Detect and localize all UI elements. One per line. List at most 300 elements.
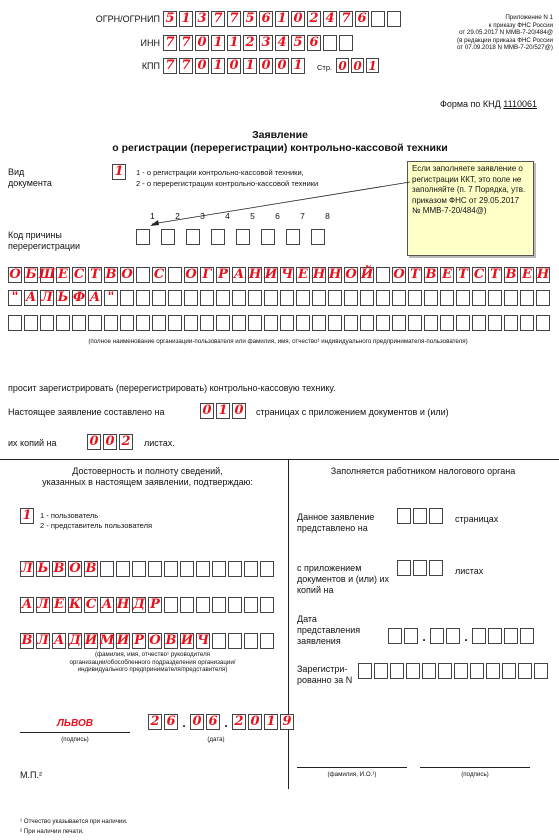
- org-name-cell[interactable]: Е: [440, 267, 454, 283]
- inn-cell[interactable]: 2: [243, 35, 257, 51]
- copies-count-cell[interactable]: 0: [103, 434, 117, 450]
- day-cell[interactable]: 2: [148, 714, 162, 730]
- org-name-cell[interactable]: А: [89, 290, 101, 305]
- day-cell[interactable]: [404, 628, 418, 644]
- ogrn-cell[interactable]: 3: [195, 11, 209, 27]
- inn-cell[interactable]: 0: [195, 35, 209, 51]
- inn-cell[interactable]: 4: [275, 35, 289, 51]
- reason-numbers: [140, 211, 340, 221]
- registered-number-cell[interactable]: [486, 663, 500, 679]
- org-name-cell[interactable]: [232, 315, 246, 331]
- copies-prefix: их копий на: [8, 438, 57, 448]
- org-name-cell[interactable]: [200, 290, 214, 306]
- last-name-field[interactable]: [20, 561, 276, 577]
- org-name-cell[interactable]: В: [425, 267, 437, 282]
- org-name-cell[interactable]: [104, 315, 118, 331]
- presented-pages-cell[interactable]: [429, 508, 443, 524]
- middle-name-cell[interactable]: А: [53, 633, 65, 648]
- org-name-cell[interactable]: [280, 315, 294, 331]
- doc-type-label: Вид документа: [8, 167, 52, 188]
- org-name-cell[interactable]: [8, 315, 22, 331]
- date-separator: .: [224, 716, 228, 730]
- footnote-1: ¹ Отчество указывается при наличии.: [20, 818, 128, 825]
- ogrn-cell[interactable]: 4: [323, 11, 337, 27]
- title-line1: Заявление: [252, 129, 308, 141]
- first-name-cell[interactable]: Д: [133, 597, 145, 612]
- org-name-cell[interactable]: [328, 315, 342, 331]
- org-name-cell[interactable]: В: [105, 267, 117, 282]
- last-name-cell[interactable]: Л: [21, 561, 33, 576]
- org-name-cell[interactable]: Е: [520, 267, 534, 283]
- reason-code-cell[interactable]: [161, 229, 175, 245]
- org-name-row-1[interactable]: [8, 267, 552, 283]
- org-name-cell[interactable]: Е: [296, 267, 310, 283]
- org-name-cell[interactable]: С: [153, 267, 165, 282]
- kpp-cell[interactable]: 0: [275, 58, 289, 74]
- first-name-cell[interactable]: [196, 597, 210, 613]
- appendix-line: Приложение N 1: [505, 14, 553, 21]
- org-name-cell[interactable]: [120, 290, 134, 306]
- reason-number: 6: [275, 211, 280, 221]
- signature: ЛЬВОВ: [57, 718, 93, 729]
- org-name-cell[interactable]: [504, 290, 518, 306]
- inn-field[interactable]: [163, 35, 355, 51]
- org-name-cell[interactable]: [344, 290, 358, 306]
- kpp-cell[interactable]: 7: [179, 58, 193, 74]
- registered-number-cell[interactable]: [374, 663, 388, 679]
- inn-cell[interactable]: 7: [163, 35, 177, 51]
- org-name-cell[interactable]: [248, 315, 262, 331]
- date-caption: (дата): [207, 736, 225, 743]
- org-name-cell[interactable]: О: [121, 267, 133, 282]
- org-name-cell[interactable]: [136, 315, 150, 331]
- middle-name-cell[interactable]: [228, 633, 242, 649]
- first-name-cell[interactable]: [164, 597, 178, 613]
- org-name-cell[interactable]: [520, 290, 534, 306]
- page-cell[interactable]: 1: [366, 58, 379, 73]
- org-name-cell[interactable]: [456, 290, 470, 306]
- reason-code-cell[interactable]: [286, 229, 300, 245]
- org-name-cell[interactable]: [152, 315, 166, 331]
- org-name-cell[interactable]: Ф: [72, 290, 86, 305]
- middle-name-cell[interactable]: Д: [69, 633, 81, 648]
- org-name-cell[interactable]: [376, 267, 390, 283]
- last-name-cell[interactable]: [212, 561, 226, 577]
- org-name-cell[interactable]: [56, 315, 70, 331]
- org-name-cell[interactable]: [296, 315, 310, 331]
- org-name-cell[interactable]: Л: [41, 290, 53, 305]
- inn-cell[interactable]: 7: [179, 35, 193, 51]
- last-name-cell[interactable]: [116, 561, 130, 577]
- page-cell[interactable]: 0: [351, 58, 364, 73]
- last-name-cell[interactable]: О: [69, 561, 81, 576]
- pages-count-cell[interactable]: 0: [200, 403, 214, 419]
- org-name-cell[interactable]: А: [25, 290, 37, 305]
- month-cell[interactable]: [446, 628, 460, 644]
- org-name-cell[interactable]: [408, 315, 422, 331]
- stamp-label: М.П.²: [20, 770, 42, 780]
- inn-label: ИНН: [140, 38, 160, 48]
- ogrn-cell[interactable]: [371, 11, 385, 27]
- org-name-cell[interactable]: [232, 290, 246, 306]
- org-name-cell[interactable]: [328, 290, 342, 306]
- first-name-cell[interactable]: А: [21, 597, 33, 612]
- org-name-cell[interactable]: [120, 315, 134, 331]
- first-name-cell[interactable]: Е: [52, 597, 66, 613]
- last-name-cell[interactable]: [244, 561, 258, 577]
- pages-count-cell[interactable]: 0: [232, 403, 246, 419]
- inn-cell[interactable]: 3: [259, 35, 273, 51]
- registered-number-cell[interactable]: [518, 663, 532, 679]
- org-name-cell[interactable]: [312, 290, 326, 306]
- registered-number-cell[interactable]: [534, 663, 548, 679]
- org-name-cell[interactable]: [536, 315, 550, 331]
- reason-label: Код причины перерегистрации: [8, 230, 81, 251]
- registered-number-cell[interactable]: [454, 663, 468, 679]
- reason-code-field[interactable]: [136, 229, 336, 245]
- org-name-cell[interactable]: [472, 315, 486, 331]
- page-title: [70, 129, 490, 155]
- org-name-cell[interactable]: Г: [200, 267, 214, 283]
- reason-code-cell[interactable]: [261, 229, 275, 245]
- middle-name-cell[interactable]: М: [99, 633, 115, 648]
- first-name-cell[interactable]: Р: [148, 597, 162, 613]
- column-divider: [288, 459, 289, 789]
- first-name-cell[interactable]: С: [85, 597, 97, 612]
- reason-number: 2: [175, 211, 180, 221]
- org-name-cell[interactable]: Т: [488, 267, 502, 283]
- org-name-cell[interactable]: О: [393, 267, 405, 282]
- org-name-cell[interactable]: Щ: [38, 267, 56, 282]
- org-name-cell[interactable]: О: [345, 267, 357, 282]
- org-name-cell[interactable]: [136, 290, 150, 306]
- month-cell[interactable]: [430, 628, 444, 644]
- page-cell[interactable]: 0: [336, 58, 349, 73]
- org-name-cell[interactable]: [392, 315, 406, 331]
- inn-cell[interactable]: 1: [211, 35, 225, 51]
- org-name-cell[interactable]: [360, 315, 374, 331]
- first-name-cell[interactable]: [212, 597, 226, 613]
- doc-type-field[interactable]: [112, 164, 128, 180]
- registered-number-field[interactable]: [358, 663, 550, 679]
- middle-name-cell[interactable]: О: [149, 633, 161, 648]
- org-name-cell[interactable]: А: [233, 267, 245, 282]
- kpp-label: КПП: [141, 61, 160, 71]
- year-cell[interactable]: [504, 628, 518, 644]
- date-separator: .: [422, 630, 426, 644]
- org-name-cell[interactable]: [312, 315, 326, 331]
- org-name-cell[interactable]: [424, 315, 438, 331]
- ogrn-cell[interactable]: 5: [163, 11, 177, 27]
- org-name-cell[interactable]: [280, 290, 294, 306]
- year-cell[interactable]: 9: [280, 714, 294, 730]
- ogrn-cell[interactable]: [387, 11, 401, 27]
- org-name-cell[interactable]: Н: [328, 267, 342, 282]
- org-name-cell[interactable]: [152, 290, 166, 306]
- pages-prefix: Настоящее заявление составлено на: [8, 407, 165, 417]
- middle-name-cell[interactable]: В: [165, 633, 177, 648]
- org-name-cell[interactable]: Ь: [57, 290, 69, 305]
- reason-code-cell[interactable]: [311, 229, 325, 245]
- inn-cell[interactable]: 5: [291, 35, 305, 51]
- last-name-cell[interactable]: [132, 561, 146, 577]
- registered-label: Зарегистри-рованно за N: [297, 664, 353, 685]
- org-name-cell[interactable]: Е: [56, 267, 70, 283]
- reason-code-cell[interactable]: [136, 229, 150, 245]
- kpp-field[interactable]: [163, 58, 307, 74]
- first-name-cell[interactable]: [260, 597, 274, 613]
- org-name-cell[interactable]: О: [185, 267, 197, 282]
- left-heading-1: Достоверность и полноту сведений,: [72, 466, 223, 476]
- kpp-cell[interactable]: 1: [243, 58, 257, 74]
- org-name-cell[interactable]: [408, 290, 422, 306]
- org-name-cell[interactable]: [488, 315, 502, 331]
- presented-suffix: страницах: [455, 514, 499, 524]
- registered-number-cell[interactable]: [438, 663, 452, 679]
- org-name-cell[interactable]: ": [8, 290, 22, 306]
- page-number-field[interactable]: [336, 58, 381, 73]
- org-name-cell[interactable]: Н: [536, 267, 550, 282]
- registered-number-cell[interactable]: [390, 663, 404, 679]
- registered-number-cell[interactable]: [470, 663, 484, 679]
- sign-date-field[interactable]: [148, 714, 296, 730]
- org-name-cell[interactable]: [344, 315, 358, 331]
- reason-code-cell[interactable]: [236, 229, 250, 245]
- org-name-cell[interactable]: [136, 267, 150, 283]
- last-name-cell[interactable]: В: [85, 561, 97, 576]
- ogrn-field[interactable]: [163, 11, 403, 27]
- org-name-cell[interactable]: [360, 290, 374, 306]
- presented-pages-cell[interactable]: [413, 508, 427, 524]
- middle-name-cell[interactable]: Л: [37, 633, 49, 648]
- org-name-cell[interactable]: [376, 315, 390, 331]
- footnote-2: ² При наличии печати.: [20, 828, 84, 835]
- last-name-cell[interactable]: [148, 561, 162, 577]
- doc-type-option1: 1 - о регистрации контрольно-кассовой техники,: [136, 168, 304, 177]
- org-name-cell[interactable]: В: [505, 267, 517, 282]
- org-name-cell[interactable]: [488, 290, 502, 306]
- copies-count-cell[interactable]: 2: [119, 434, 133, 450]
- month-cell[interactable]: 0: [190, 714, 204, 730]
- first-name-cell[interactable]: [244, 597, 258, 613]
- tooltip-note: Если заполняете заявление о регистрации ККТ, это поле не заполняйте (п. 7 Порядка, утв. приказом ФНС от 29.05.2017 № ММВ-7-20/484@): [407, 161, 534, 256]
- org-name-cell[interactable]: [216, 290, 230, 306]
- middle-name-cell[interactable]: [212, 633, 226, 649]
- org-name-cell[interactable]: Т: [408, 267, 422, 283]
- ogrn-cell[interactable]: 6: [259, 11, 273, 27]
- org-name-cell[interactable]: [440, 315, 454, 331]
- org-name-cell[interactable]: И: [264, 267, 278, 282]
- reason-code-cell[interactable]: [186, 229, 200, 245]
- day-cell[interactable]: [388, 628, 402, 644]
- middle-name-cell[interactable]: Р: [132, 633, 146, 649]
- first-name-cell[interactable]: [180, 597, 194, 613]
- last-name-cell[interactable]: [164, 561, 178, 577]
- org-name-cell[interactable]: [184, 290, 198, 306]
- last-name-cell[interactable]: В: [53, 561, 65, 576]
- org-name-cell[interactable]: [392, 290, 406, 306]
- year-cell[interactable]: [520, 628, 534, 644]
- presented-label: Данное заявление представлено на: [297, 512, 375, 533]
- staff-fio-line: [297, 767, 407, 768]
- ogrn-cell[interactable]: 2: [307, 11, 321, 27]
- org-name-cell[interactable]: Н: [248, 267, 262, 282]
- org-name-cell[interactable]: [440, 290, 454, 306]
- pages-count-cell[interactable]: 1: [216, 403, 230, 419]
- org-name-cell[interactable]: Ч: [281, 267, 293, 282]
- inn-cell[interactable]: [339, 35, 353, 51]
- knd-code: 1110061: [503, 99, 537, 109]
- org-name-cell[interactable]: [520, 315, 534, 331]
- org-name-cell[interactable]: [424, 290, 438, 306]
- section-divider: [0, 459, 559, 460]
- org-name-cell[interactable]: Б: [25, 267, 37, 282]
- ogrn-cell[interactable]: 7: [211, 11, 225, 27]
- date-presented-label: Дата представления заявления: [297, 614, 361, 646]
- ogrn-cell[interactable]: 7: [339, 11, 353, 27]
- presented-pages-field[interactable]: [397, 508, 445, 524]
- ogrn-cell[interactable]: 0: [291, 11, 305, 27]
- last-name-cell[interactable]: [100, 561, 114, 577]
- reason-number: 1: [150, 211, 155, 221]
- year-cell[interactable]: 1: [264, 714, 278, 730]
- copies-count-cell[interactable]: 0: [87, 434, 101, 450]
- org-name-cell[interactable]: [216, 315, 230, 331]
- registered-number-cell[interactable]: [422, 663, 436, 679]
- middle-name-cell[interactable]: [260, 633, 274, 649]
- org-name-cell[interactable]: [456, 315, 470, 331]
- org-name-cell[interactable]: С: [473, 267, 485, 282]
- first-name-cell[interactable]: Н: [116, 597, 130, 612]
- first-name-cell[interactable]: К: [69, 597, 81, 612]
- middle-name-cell[interactable]: И: [84, 633, 98, 648]
- year-cell[interactable]: [488, 628, 502, 644]
- middle-name-cell[interactable]: В: [21, 633, 33, 648]
- org-name-cell[interactable]: С: [73, 267, 85, 282]
- org-name-row-2[interactable]: [8, 290, 552, 306]
- org-name-cell[interactable]: [72, 315, 86, 331]
- org-name-cell[interactable]: Р: [216, 267, 230, 283]
- registered-number-cell[interactable]: [406, 663, 420, 679]
- attached-sheets-cell[interactable]: [429, 560, 443, 576]
- reason-number: 5: [250, 211, 255, 221]
- org-name-cell[interactable]: ": [104, 290, 118, 306]
- pages-count-field[interactable]: [200, 403, 248, 419]
- kpp-cell[interactable]: 7: [163, 58, 177, 74]
- last-name-cell[interactable]: [196, 561, 210, 577]
- copies-count-field[interactable]: [87, 434, 135, 450]
- ogrn-cell[interactable]: 1: [179, 11, 193, 27]
- day-cell[interactable]: 6: [164, 714, 178, 730]
- first-name-cell[interactable]: [228, 597, 242, 613]
- org-name-cell[interactable]: Т: [456, 267, 470, 283]
- middle-name-cell[interactable]: Ч: [197, 633, 209, 648]
- page-label: Стр.: [317, 63, 333, 72]
- inn-cell[interactable]: 6: [307, 35, 321, 51]
- presented-pages-cell[interactable]: [397, 508, 411, 524]
- month-cell[interactable]: 6: [206, 714, 220, 730]
- pages-suffix: страницах с приложением документов и (или): [256, 407, 449, 417]
- org-name-cell[interactable]: О: [9, 267, 21, 282]
- last-name-cell[interactable]: [228, 561, 242, 577]
- date-separator: .: [464, 630, 468, 644]
- registered-number-cell[interactable]: [502, 663, 516, 679]
- inn-cell[interactable]: [323, 35, 337, 51]
- org-name-cell[interactable]: [168, 315, 182, 331]
- org-name-cell[interactable]: Н: [312, 267, 326, 282]
- middle-name-cell[interactable]: [244, 633, 258, 649]
- middle-name-cell[interactable]: И: [180, 633, 194, 648]
- org-name-cell[interactable]: Т: [88, 267, 102, 283]
- signer-type-field[interactable]: [20, 508, 36, 524]
- attached-sheets-field[interactable]: [397, 560, 445, 576]
- middle-name-cell[interactable]: И: [116, 633, 130, 648]
- doc-type-cell[interactable]: 1: [112, 164, 126, 180]
- first-name-cell[interactable]: Л: [37, 597, 49, 612]
- year-cell[interactable]: [472, 628, 486, 644]
- fio-caption-1: (фамилия, имя, отчество¹ руководителя: [94, 651, 211, 658]
- reason-code-cell[interactable]: [211, 229, 225, 245]
- signer-type-cell[interactable]: 1: [20, 508, 34, 524]
- middle-name-field[interactable]: [20, 633, 276, 649]
- year-cell[interactable]: 2: [232, 714, 246, 730]
- signature-line: [20, 732, 130, 733]
- registered-number-cell[interactable]: [358, 663, 372, 679]
- kpp-cell[interactable]: 0: [227, 58, 241, 74]
- org-name-cell[interactable]: [376, 290, 390, 306]
- kpp-cell[interactable]: 1: [211, 58, 225, 74]
- reason-number: 4: [225, 211, 230, 221]
- org-name-cell[interactable]: [264, 290, 278, 306]
- org-name-cell[interactable]: [296, 290, 310, 306]
- org-name-cell[interactable]: [88, 315, 102, 331]
- ogrn-cell[interactable]: 5: [243, 11, 257, 27]
- org-name-cell[interactable]: [24, 315, 38, 331]
- last-name-cell[interactable]: Ь: [37, 561, 49, 576]
- org-name-cell[interactable]: [248, 290, 262, 306]
- org-name-cell[interactable]: [40, 315, 54, 331]
- right-heading: Заполняется работником налогового органа: [330, 466, 516, 476]
- inn-cell[interactable]: 1: [227, 35, 241, 51]
- org-name-cell[interactable]: [472, 290, 486, 306]
- org-name-cell[interactable]: [200, 315, 214, 331]
- org-name-cell[interactable]: [168, 290, 182, 306]
- attached-sheets-cell[interactable]: [397, 560, 411, 576]
- last-name-cell[interactable]: [180, 561, 194, 577]
- org-name-cell[interactable]: [264, 315, 278, 331]
- org-name-cell[interactable]: [184, 315, 198, 331]
- first-name-cell[interactable]: А: [101, 597, 113, 612]
- ogrn-cell[interactable]: 1: [275, 11, 289, 27]
- kpp-cell[interactable]: 0: [195, 58, 209, 74]
- ogrn-cell[interactable]: 6: [355, 11, 369, 27]
- kpp-cell[interactable]: 0: [259, 58, 273, 74]
- org-name-cell[interactable]: Й: [360, 267, 374, 282]
- ogrn-cell[interactable]: 7: [227, 11, 241, 27]
- last-name-cell[interactable]: [260, 561, 274, 577]
- date-presented-field[interactable]: [388, 628, 536, 644]
- first-name-field[interactable]: [20, 597, 276, 613]
- org-name-row-3[interactable]: [8, 315, 552, 331]
- kpp-cell[interactable]: 1: [291, 58, 305, 74]
- org-name-cell[interactable]: [536, 290, 550, 306]
- title-line2: о регистрации (перерегистрации) контрольно-кассовой техники: [112, 142, 448, 154]
- org-name-cell[interactable]: [168, 267, 182, 283]
- attached-sheets-cell[interactable]: [413, 560, 427, 576]
- fio-caption-2: организации/обособленного подразделения организации/: [69, 658, 236, 666]
- org-name-cell[interactable]: [504, 315, 518, 331]
- year-cell[interactable]: 0: [248, 714, 262, 730]
